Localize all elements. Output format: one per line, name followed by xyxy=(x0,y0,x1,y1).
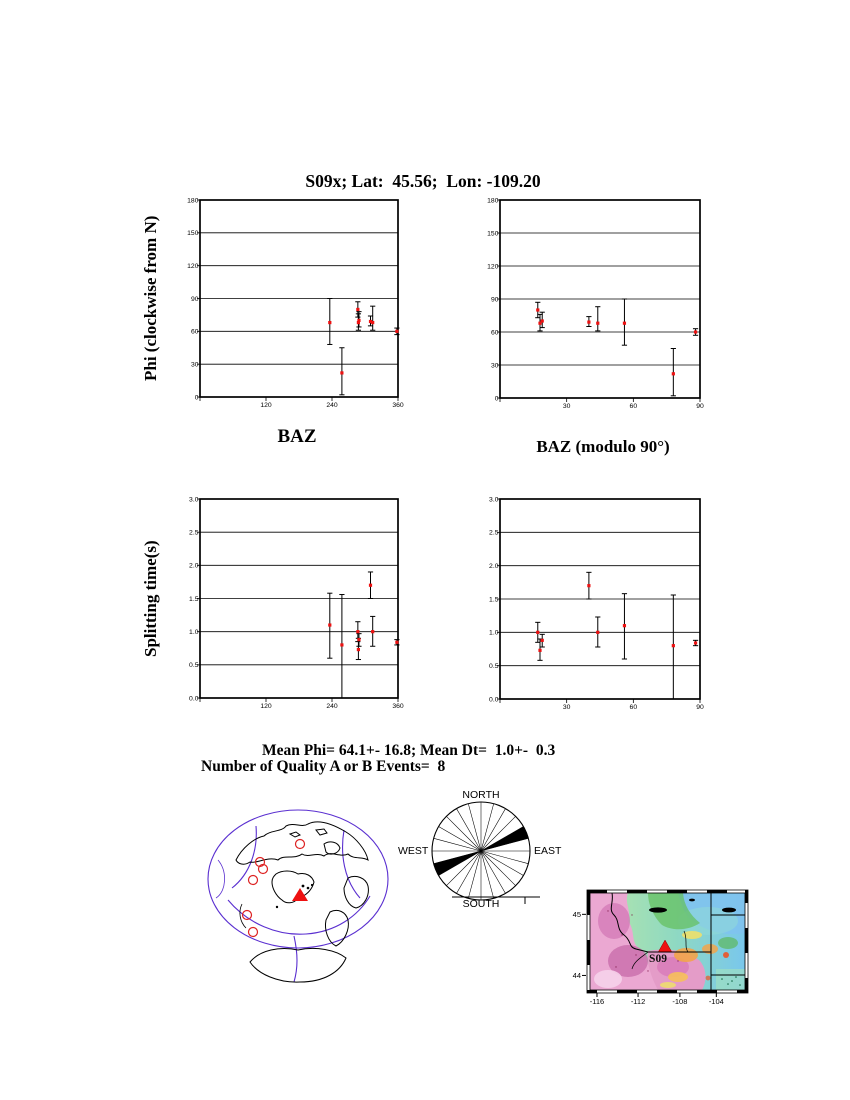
great-lakes xyxy=(276,884,313,908)
svg-text:0.0: 0.0 xyxy=(189,695,199,703)
globe-markers xyxy=(243,840,309,937)
rose-label-west: WEST xyxy=(398,845,429,857)
globe-map xyxy=(198,800,398,1000)
svg-text:1.5: 1.5 xyxy=(189,595,199,603)
rose-label-north: NORTH xyxy=(462,789,500,801)
dt-axis-title: Splitting time(s) xyxy=(141,540,160,658)
svg-text:120: 120 xyxy=(487,263,499,271)
svg-text:240: 240 xyxy=(326,703,338,710)
svg-text:0.5: 0.5 xyxy=(489,662,499,670)
svg-text:90: 90 xyxy=(696,704,704,711)
station-map-label: S09 xyxy=(649,953,667,965)
rose-label-south: SOUTH xyxy=(462,898,500,910)
svg-text:240: 240 xyxy=(326,402,338,409)
svg-text:2.0: 2.0 xyxy=(489,562,499,570)
svg-text:360: 360 xyxy=(392,402,404,409)
svg-text:60: 60 xyxy=(629,403,638,410)
svg-text:1.0: 1.0 xyxy=(489,629,499,637)
svg-text:-116: -116 xyxy=(589,997,605,1006)
summary-mean-line: Mean Phi= 64.1+- 16.8; Mean Dt= 1.0+- 0.3 xyxy=(262,742,556,759)
svg-text:0: 0 xyxy=(194,394,199,402)
summary-events-line: Number of Quality A or B Events= 8 xyxy=(201,758,446,775)
svg-text:150: 150 xyxy=(487,230,499,238)
svg-text:150: 150 xyxy=(187,230,199,238)
svg-text:120: 120 xyxy=(187,262,199,270)
svg-text:180: 180 xyxy=(487,197,499,205)
svg-text:90: 90 xyxy=(490,296,499,304)
svg-text:90: 90 xyxy=(696,403,704,410)
svg-text:0: 0 xyxy=(494,395,499,403)
svg-text:1.0: 1.0 xyxy=(189,628,199,636)
svg-text:3.0: 3.0 xyxy=(189,496,199,504)
svg-text:180: 180 xyxy=(187,197,199,205)
phi-axis-title: Phi (clockwise from N) xyxy=(141,215,160,382)
rose-petals-layer xyxy=(432,802,530,900)
plot-dt-vs-baz xyxy=(189,496,404,710)
svg-text:44: 44 xyxy=(572,971,581,981)
svg-text:120: 120 xyxy=(260,703,272,710)
plot-dt-vs-baz-mod90 xyxy=(489,496,704,711)
svg-text:0.5: 0.5 xyxy=(189,662,199,670)
svg-text:45: 45 xyxy=(572,909,581,919)
svg-text:30: 30 xyxy=(190,361,199,369)
svg-text:1.5: 1.5 xyxy=(489,596,499,604)
baz-axis-label: BAZ xyxy=(277,426,317,447)
svg-text:0.0: 0.0 xyxy=(489,696,499,704)
page-title: S09x; Lat: 45.56; Lon: -109.20 xyxy=(305,171,541,191)
baz-mod90-axis-label: BAZ (modulo 90°) xyxy=(536,437,670,456)
svg-text:-112: -112 xyxy=(630,997,646,1006)
svg-text:90: 90 xyxy=(190,295,199,303)
svg-text:2.0: 2.0 xyxy=(189,562,199,570)
svg-text:30: 30 xyxy=(562,704,571,711)
svg-text:30: 30 xyxy=(490,362,499,370)
svg-text:120: 120 xyxy=(260,402,272,409)
station-map xyxy=(572,891,750,1006)
svg-text:-104: -104 xyxy=(708,997,724,1006)
svg-text:60: 60 xyxy=(490,329,499,337)
svg-text:2.5: 2.5 xyxy=(489,529,499,537)
plot-phi-vs-baz-mod90 xyxy=(487,197,704,410)
rose-label-east: EAST xyxy=(534,845,562,857)
svg-text:-108: -108 xyxy=(672,997,688,1006)
svg-text:60: 60 xyxy=(629,704,638,711)
svg-text:60: 60 xyxy=(190,328,199,336)
plot-phi-vs-baz xyxy=(187,197,404,409)
svg-text:30: 30 xyxy=(562,403,571,410)
svg-text:3.0: 3.0 xyxy=(489,496,499,504)
svg-text:360: 360 xyxy=(392,703,404,710)
svg-text:2.5: 2.5 xyxy=(189,529,199,537)
